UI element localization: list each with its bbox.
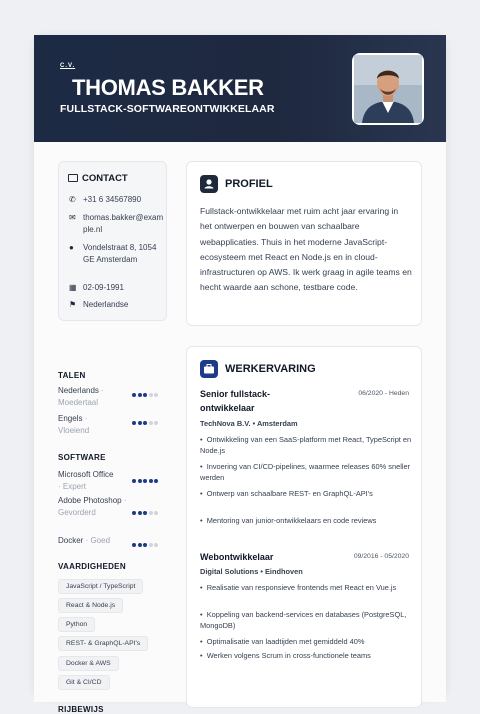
contact-heading — [68, 173, 128, 184]
skills-heading: VAARDIGHEDEN — [58, 562, 126, 571]
job-title: Senior fullstack-ontwikkelaar — [200, 389, 271, 413]
skill-tag: JavaScript / TypeScript — [58, 579, 143, 594]
address-text: Vondelstraat 8, 1054 GE Amsterdam — [83, 243, 157, 264]
experience-panel — [186, 346, 422, 708]
job-title: Webontwikkelaar — [200, 552, 274, 562]
profile-panel — [186, 161, 422, 326]
nationality-text: Nederlandse — [83, 300, 129, 309]
job-bullet: • Invoering van CI/CD-pipelines, waarmee releases 60% sneller werden — [200, 462, 411, 482]
skill-tag: Python — [58, 617, 95, 632]
software-row: Microsoft Office · Expert — [58, 469, 168, 492]
rating-dot — [138, 421, 142, 425]
rating-dot — [138, 479, 142, 483]
language-row: Engels · Vloeiend — [58, 413, 168, 436]
rating-dot — [154, 511, 158, 515]
rating-dot — [132, 421, 136, 425]
contact-title: CONTACT — [82, 173, 128, 184]
phone-text: +31 6 34567890 — [83, 195, 142, 204]
phone-icon: ✆ — [69, 195, 76, 204]
profile-photo — [352, 53, 424, 125]
profile-title: PROFIEL — [225, 178, 273, 190]
rating-dot — [138, 543, 142, 547]
rating-dot — [149, 479, 153, 483]
software-level: Gevorderd — [58, 507, 96, 517]
profile-text: Fullstack-ontwikkelaar met ruim acht jaar ervaring in het ontwerpen en bouwen van schaalbare webapplicaties. Thuis in het moderne JavaScript-ecosysteem met React en Node.js en in cloud-infrastructuren op AWS. Ik werk graag in agile teams en hecht waarde aan schone, testbare code. — [200, 206, 412, 293]
location-pin-icon: ● — [69, 243, 74, 252]
job-bullet: • Optimalisatie van laadtijden met gemiddeld 40% — [200, 637, 365, 646]
rating-dot — [132, 543, 136, 547]
rating-dot — [138, 511, 142, 515]
birthdate-text: 02-09-1991 — [83, 283, 124, 292]
language-name: Nederlands — [58, 386, 99, 395]
rating-dot — [132, 393, 136, 397]
rating-dot — [143, 421, 147, 425]
rating-dot — [154, 543, 158, 547]
job-company: TechNova B.V. • Amsterdam — [200, 419, 298, 428]
software-name: Adobe Photoshop — [58, 496, 122, 505]
job-bullet: • Ontwikkeling van een SaaS-platform met React, TypeScript en Node.js — [200, 435, 412, 455]
cv-header — [34, 35, 446, 142]
rating-dot — [154, 479, 158, 483]
rating-dot — [143, 511, 147, 515]
rating-dot — [149, 421, 153, 425]
person-name: THOMAS BAKKER — [72, 75, 264, 100]
skill-tag: Git & CI/CD — [58, 675, 110, 690]
cv-card — [34, 35, 446, 714]
person-role: FULLSTACK-SOFTWAREONTWIKKELAAR — [60, 103, 275, 115]
cv-label: C.V. — [60, 63, 76, 69]
language-row: Nederlands · Moedertaal — [58, 385, 168, 408]
experience-title: WERKERVARING — [225, 363, 316, 375]
skill-tag: React & Node.js — [58, 598, 123, 613]
software-row: Adobe Photoshop · Gevorderd — [58, 495, 168, 518]
rating-dot — [143, 393, 147, 397]
rating-dots — [132, 475, 160, 487]
software-level: Goed — [90, 536, 111, 545]
job-company: Digital Solutions • Eindhoven — [200, 567, 303, 576]
user-icon — [200, 175, 218, 193]
rating-dots — [132, 389, 160, 401]
rating-dot — [154, 421, 158, 425]
software-row: Docker · Goed — [58, 535, 168, 547]
skill-tag: Docker & AWS — [58, 656, 119, 671]
software-name: Microsoft Office — [58, 470, 114, 479]
job-date: 09/2016 - 05/2020 — [353, 553, 409, 560]
rating-dot — [149, 511, 153, 515]
rating-dot — [132, 511, 136, 515]
rating-dots — [132, 539, 160, 551]
software-name: Docker — [58, 536, 84, 545]
rating-dot — [132, 479, 136, 483]
language-level: Vloeiend — [58, 425, 90, 435]
rating-dot — [154, 393, 158, 397]
rating-dot — [138, 393, 142, 397]
email-text: thomas.bakker@example.nl — [83, 213, 164, 234]
job-bullet: • Koppeling van backend-services en databases (PostgreSQL, MongoDB) — [200, 610, 407, 630]
rating-dots — [132, 507, 160, 519]
rating-dot — [149, 393, 153, 397]
language-level: Moedertaal — [58, 397, 99, 407]
mail-icon: ✉ — [69, 213, 76, 222]
language-name: Engels — [58, 414, 83, 423]
job-bullet: • Werken volgens Scrum in cross-functionele teams — [200, 651, 371, 660]
skill-tag: REST- & GraphQL-API's — [58, 636, 148, 651]
job-bullet: • Mentoring van junior-ontwikkelaars en code reviews — [200, 516, 377, 525]
flag-icon: ⚑ — [69, 300, 77, 309]
rating-dot — [149, 543, 153, 547]
briefcase-icon — [200, 360, 218, 378]
cv-body — [34, 142, 446, 714]
job-bullet: • Realisatie van responsieve frontends met React en Vue.js — [200, 583, 397, 592]
contact-box — [58, 161, 167, 321]
rating-dot — [143, 543, 147, 547]
software-level: Expert — [62, 481, 87, 491]
calendar-icon: ▦ — [69, 283, 77, 292]
rating-dot — [143, 479, 147, 483]
job-date: 06/2020 - Heden — [358, 390, 409, 397]
rating-dots — [132, 417, 160, 429]
contact-card-icon — [68, 174, 78, 182]
job-bullet: • Ontwerp van schaalbare REST- en GraphQL-API's — [200, 489, 373, 498]
languages-heading: TALEN — [58, 371, 86, 380]
software-heading: SOFTWARE — [58, 453, 106, 462]
license-heading: RIJBEWIJS — [58, 705, 104, 714]
